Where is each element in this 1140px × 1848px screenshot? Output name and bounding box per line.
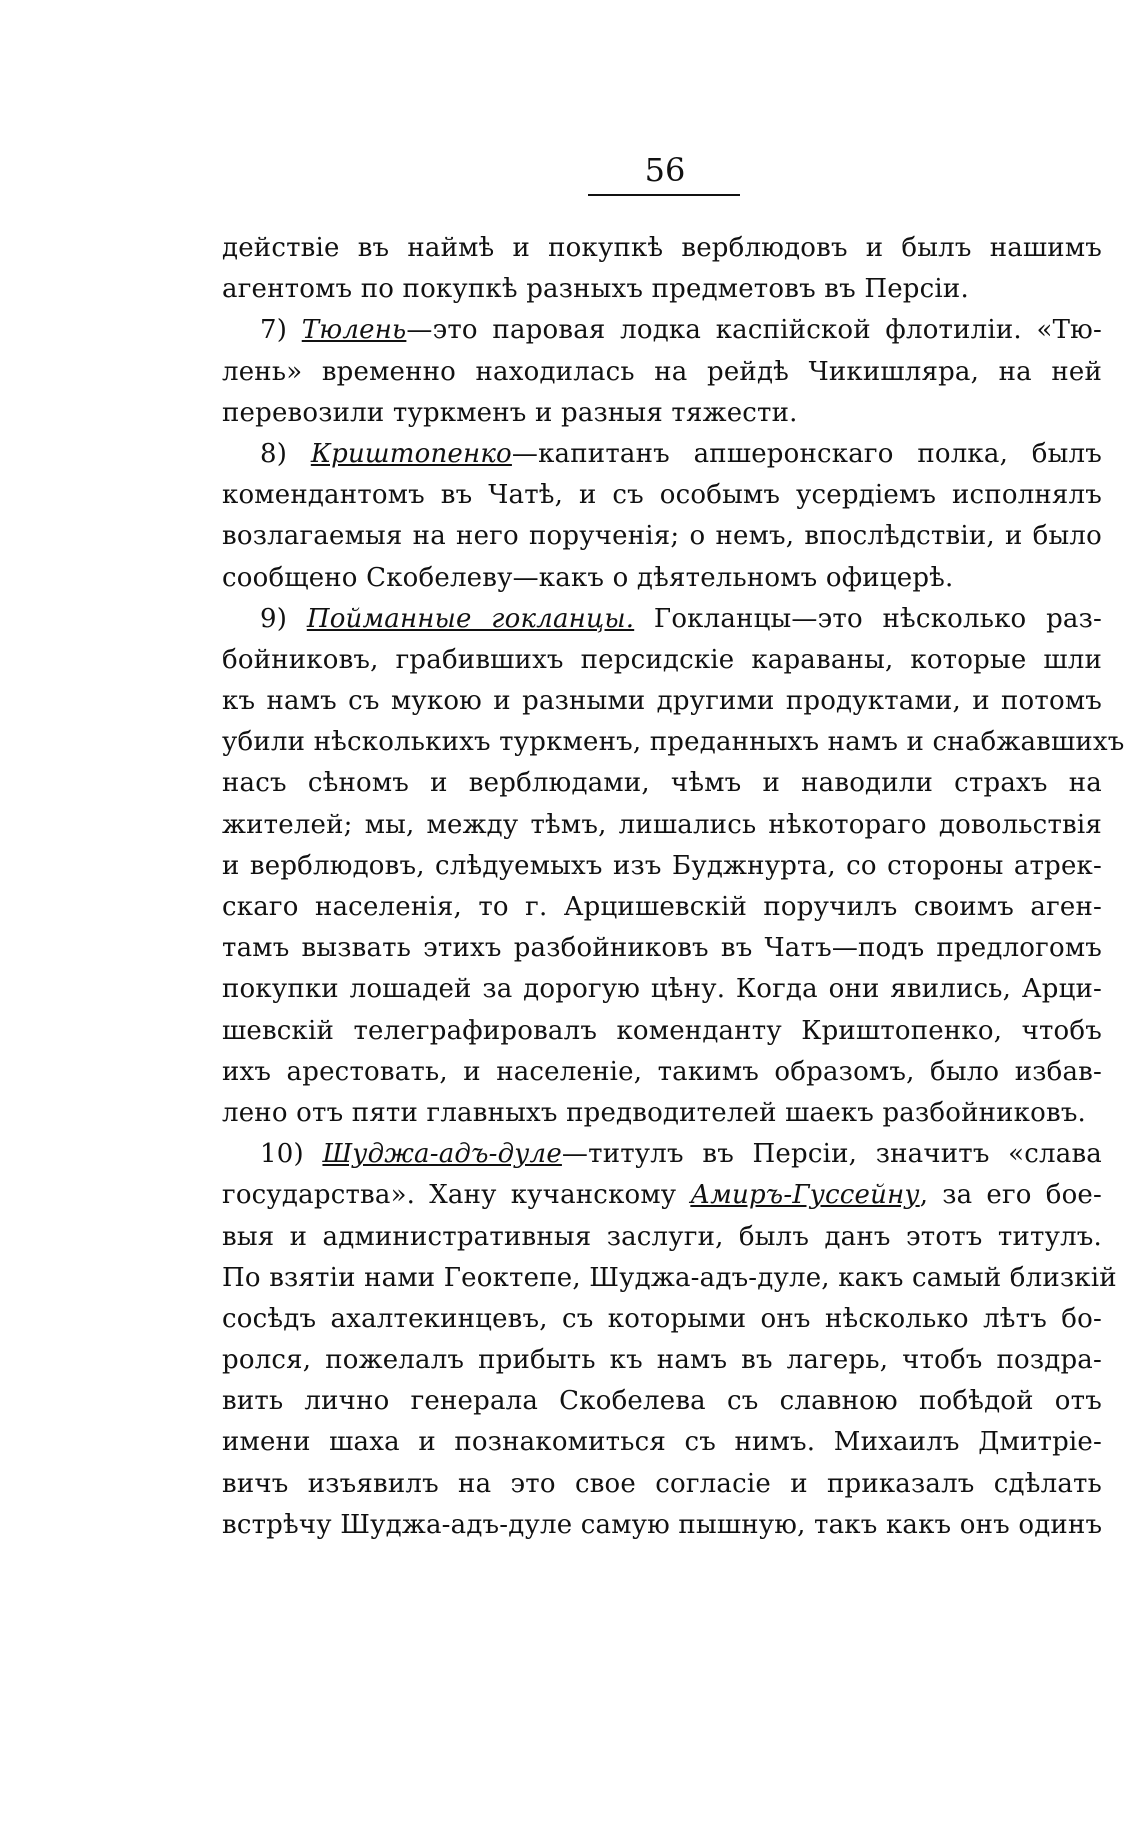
- note-8-first-line: [222, 434, 1102, 475]
- text-line: [222, 269, 1102, 310]
- text-line: [222, 1422, 1102, 1463]
- note-10-first-line: [222, 1134, 1102, 1175]
- text-line: [222, 1381, 1102, 1422]
- text-block: [222, 228, 1125, 1546]
- text-run: и верблюдовъ, слѣдуемыхъ изъ Буджнурта, со стороны атрек-: [222, 850, 1102, 881]
- note-number: 9): [260, 603, 307, 634]
- note-9-first-line: [222, 599, 1102, 640]
- text-run: действіе въ наймѣ и покупкѣ верблюдовъ и былъ нашимъ: [222, 233, 1102, 263]
- text-run: выя и административныя заслуги, былъ данъ этотъ титулъ.: [222, 1221, 1102, 1252]
- text-line: [222, 475, 1102, 516]
- text-run: —капитанъ апшеронскаго полка, былъ: [511, 438, 1102, 469]
- note-term-tyulen: Тюлень: [301, 315, 407, 346]
- text-run: комендантомъ въ Чатѣ, и съ особымъ усердіемъ исполнялъ: [222, 480, 1102, 511]
- text-run: —это паровая лодка каспійской флотиліи. «Тю-: [406, 315, 1102, 346]
- text-run: къ намъ съ мукою и разными другими продуктами, и потомъ: [222, 686, 1102, 717]
- page-number-rule: [588, 194, 740, 196]
- text-run: —титулъ въ Персіи, значитъ «слава: [561, 1139, 1103, 1170]
- text-line: [222, 352, 1102, 393]
- text-line: [222, 516, 1102, 557]
- text-line: [222, 558, 1102, 599]
- text-line: [222, 1052, 1102, 1093]
- page-number: 56: [644, 151, 686, 189]
- note-term-amir-gusseinu: Амиръ-Гуссейну: [690, 1180, 920, 1211]
- text-run: лень» временно находилась на рейдѣ Чикишляра, на ней: [222, 356, 1102, 387]
- text-run: агентомъ по покупкѣ разныхъ предметовъ въ Персіи.: [222, 274, 969, 305]
- text-run: Гокланцы—это нѣсколько раз-: [634, 603, 1103, 634]
- text-line: [222, 393, 1102, 434]
- text-line: [222, 887, 1102, 928]
- note-7-first-line: [222, 310, 1102, 351]
- text-run: вичъ изъявилъ на это свое согласіе и приказалъ сдѣлать: [222, 1468, 1102, 1499]
- text-line: [222, 681, 1102, 722]
- text-line: [222, 1011, 1102, 1052]
- text-line: [222, 969, 1102, 1010]
- note-number: 10): [260, 1139, 323, 1170]
- text-run: жителей; мы, между тѣмъ, лишались нѣкотораго довольствія: [222, 809, 1102, 840]
- text-run: По взятіи нами Геоктепе, Шуджа-адъ-дуле, какъ самый близкій: [222, 1262, 1117, 1293]
- text-line: [222, 1340, 1102, 1381]
- text-line: [222, 763, 1102, 804]
- text-line: [222, 228, 1102, 269]
- text-run: скаго населенія, то г. Арцишевскій поручилъ своимъ аген-: [222, 892, 1102, 922]
- text-line: [222, 1093, 1102, 1134]
- text-run: , за его бое-: [919, 1180, 1103, 1211]
- text-run: возлагаемыя на него порученія; о немъ, впослѣдствіи, и было: [222, 521, 1102, 552]
- text-line: [222, 1299, 1102, 1340]
- text-run: вить лично генерала Скобелева съ славною побѣдой отъ: [222, 1386, 1102, 1417]
- note-number: 8): [260, 438, 311, 469]
- text-line: [222, 846, 1102, 887]
- text-run: покупки лошадей за дорогую цѣну. Когда они явились, Арци-: [222, 974, 1102, 1005]
- text-line: [222, 1175, 1102, 1216]
- note-term-krishtopenko: Криштопенко: [310, 438, 512, 469]
- text-run: тамъ вызвать этихъ разбойниковъ въ Чатъ—подъ предлогомъ: [222, 933, 1102, 964]
- text-run: встрѣчу Шуджа-адъ-дуле самую пышную, такъ какъ онъ одинъ: [222, 1509, 1103, 1540]
- text-run: убили нѣсколькихъ туркменъ, преданныхъ намъ и снабжавшихъ: [222, 727, 1125, 758]
- text-run: ихъ арестовать, и населеніе, такимъ образомъ, было избав-: [222, 1056, 1102, 1087]
- text-run: перевозили туркменъ и разныя тяжести.: [222, 397, 798, 428]
- text-run: ролся, пожелалъ прибыть къ намъ въ лагерь, чтобъ поздра-: [222, 1345, 1102, 1376]
- text-run: сообщено Скобелеву—какъ о дѣятельномъ офицерѣ.: [222, 562, 954, 593]
- text-run: сосѣдъ ахалтекинцевъ, съ которыми онъ нѣсколько лѣтъ бо-: [222, 1303, 1102, 1334]
- text-line: [222, 1258, 1117, 1299]
- text-run: имени шаха и познакомиться съ нимъ. Михаилъ Дмитріе-: [222, 1427, 1102, 1458]
- text-line: [222, 722, 1125, 763]
- text-line: [222, 928, 1102, 969]
- text-run: бойниковъ, грабившихъ персидскіе караваны, которые шли: [222, 644, 1102, 675]
- text-line: [222, 1217, 1102, 1258]
- text-run: лено отъ пяти главныхъ предводителей шаекъ разбойниковъ.: [222, 1097, 1087, 1128]
- note-term-goklantsy: Пойманные гокланцы.: [306, 603, 635, 634]
- text-run: государства». Хану кучанскому: [222, 1180, 691, 1211]
- text-run: шевскій телеграфировалъ коменданту Криштопенко, чтобъ: [222, 1015, 1102, 1046]
- text-line: [222, 1464, 1102, 1505]
- text-run: насъ сѣномъ и верблюдами, чѣмъ и наводили страхъ на: [222, 768, 1102, 799]
- note-number: 7): [260, 315, 302, 346]
- text-line: [222, 640, 1102, 681]
- text-line: [222, 1505, 1102, 1546]
- note-term-shudzha-ad-dule: Шуджа-адъ-дуле: [322, 1139, 562, 1170]
- text-line: [222, 805, 1102, 846]
